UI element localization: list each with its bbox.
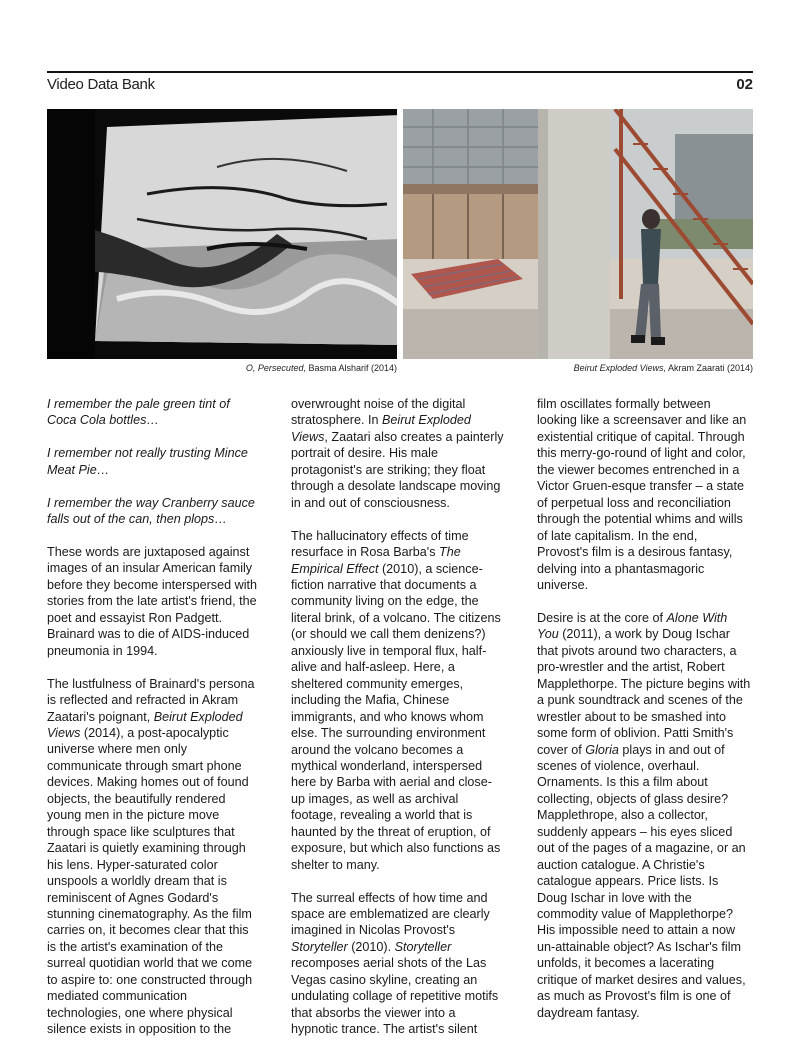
paragraph: The surreal effects of how time and space are emblematized are clearly imagined in Nicolas Provost's Storyteller (2010). Storyteller recomposes aerial shots of the Las Vegas casino skyline, creating an undulating collage of repetitive motifs that absorbs the viewer into a hypnotic trance. The artist's silent [291,890,499,1037]
paragraph: Desire is at the core of Alone With You (2011), a work by Doug Ischar that pivots around two characters, a pro-wrestler and the artist, Robert Mapplethorpe. The picture begins with a punk soundtrack and scenes of the wrestler about to be smashed into some form of oblivion. Patti Smith's cover of Gloria plays in and out of scenes of violence, overhaul. Ornaments. Is this a film about collecting, objects of glass desire? Mapplethrope, also a collector, suddenly appears – his eyes sliced out of the pages of a magazine, or an auction catalogue. A Christie's catalogue appears. Price lists. Is Doug Ischar in love with the commodity value of Mapplethorpe? His impossible need to attain a now un-attainable object? As Ischar's film unfolds, it becomes a lacerating critique of market desires and values, as much as Provost's film is one of daydream fantasy. [537,610,751,1020]
figure-caption-2: Beirut Exploded Views, Akram Zaarati (2014) [573,363,753,373]
page-number: 02 [736,76,753,93]
film-still-o-persecuted [47,109,397,359]
text-column-3 [537,396,751,1038]
paragraph: These words are juxtaposed against images of an insular American family before they become interspersed with stories from the late artist's friend, the poet and essayist Ron Padgett. Brainard was to die of AIDS-induced pneumonia in 1994. [47,545,258,658]
text-column-1 [47,396,261,1054]
film-still-beirut-exploded-views [403,109,753,359]
paragraph: overwrought noise of the digital stratosphere. In Beirut Exploded Views, Zaatari also creates a painterly portrait of desire. His male protagonist's are striking; they float through a desolate landscape moving in and out of consciousness. [291,397,504,510]
publication-title: Video Data Bank [47,76,155,93]
paragraph: The lustfulness of Brainard's persona is reflected and refracted in Akram Zaatari's poignant, Beirut Exploded Views (2014), a post-apocalyptic universe where men only communicate through smart phone devices. Making homes out of found objects, the beautifully rendered young men in the picture move through space like sculptures that Zaatari is quietly examining through his lens. Hyper-saturated color unspools a worldly dream that is reminiscent of Agnes Godard's stunning cinematography. As the film carries on, it becomes clear that this is the artist's examination of the surreal quotidian world that we come to aspire to: one constructed through mediated communication technologies, one where physical silence exists in opposition to the [47,676,255,1037]
quote-2: I remember not really trusting Mince Meat Pie… [47,446,248,477]
quote-1: I remember the pale green tint of Coca Cola bottles… [47,397,230,428]
paragraph: The hallucinatory effects of time resurface in Rosa Barba's The Empirical Effect (2010), a science-fiction narrative that documents a community living on the edge, the literal brink, of a volcano. The citizens (or should we call them denizens?) anxiously live in temporal flux, half-alive and half-asleep. Here, a sheltered community emerges, including the Mafia, Chinese immigrants, and who knows whom else. The surrounding environment around the volcano becomes a mythical wonderland, interspersed here by Barba with aerial and close-up images, as well as archival footage, revealing a world that is haunted by the threat of eruption, of exposure, but which also functions as shelter to many. [291,528,501,872]
header-rule [47,71,753,73]
paragraph: film oscillates formally between looking like a screensaver and like an existential critique of capital. Through this merry-go-round of light and color, the viewer becomes entrenched in a Victor Gruen-esque transfer – a state of perpetual loss and reconciliation through the potential whims and wills of late capitalism. In the end, Provost's film is a desirous fantasy, delving into a phantasmagoric universe. [537,397,747,592]
figure-caption-1: O, Persecuted, Basma Alsharif (2014) [245,363,397,373]
quote-3: I remember the way Cranberry sauce falls out of the can, then plops… [47,495,255,527]
text-column-2 [291,396,505,1054]
